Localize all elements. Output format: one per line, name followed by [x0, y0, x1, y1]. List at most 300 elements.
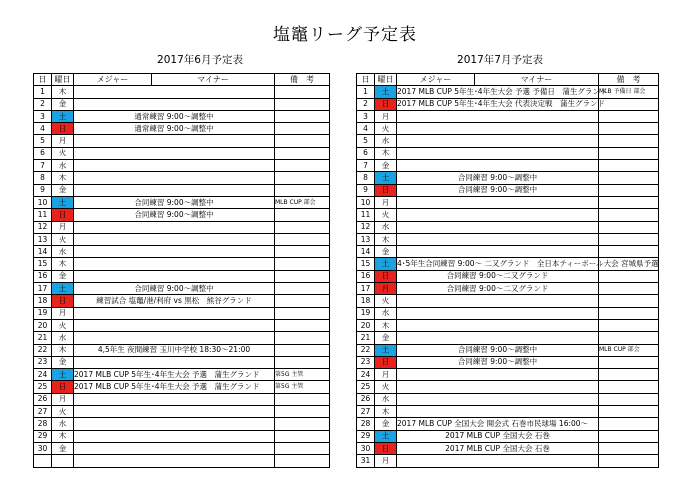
note-cell: [275, 209, 330, 221]
table-row: [357, 270, 659, 282]
table-row: [357, 160, 659, 172]
header-weekday: 曜日: [52, 74, 74, 86]
table-row: [357, 356, 659, 368]
note-cell: [599, 418, 659, 430]
table-row: [34, 147, 330, 159]
event-cell: [74, 455, 275, 467]
july-schedule-table: [356, 73, 659, 468]
event-cell: 合同練習 9:00～調整中: [397, 184, 599, 196]
note-cell: [275, 184, 330, 196]
event-cell: [74, 418, 275, 430]
weekday-cell: 火: [375, 209, 397, 221]
table-row: [34, 160, 330, 172]
weekday-cell: 土: [52, 369, 74, 381]
weekday-cell: 火: [52, 147, 74, 159]
weekday-cell: 土: [52, 283, 74, 295]
table-row: [357, 381, 659, 393]
day-cell: 1: [357, 86, 375, 98]
note-cell: [275, 332, 330, 344]
day-cell: 12: [357, 221, 375, 233]
weekday-cell: 金: [375, 246, 397, 258]
table-row: [357, 246, 659, 258]
event-cell: [74, 442, 275, 454]
table-row: [34, 233, 330, 245]
day-cell: 21: [34, 332, 52, 344]
note-cell: [599, 283, 659, 295]
note-cell: [275, 221, 330, 233]
note-cell: [599, 135, 659, 147]
event-cell: [74, 86, 275, 98]
note-cell: [275, 283, 330, 295]
table-row: [34, 184, 330, 196]
event-cell: 合同練習 9:00～調整中: [74, 209, 275, 221]
weekday-cell: 日: [52, 381, 74, 393]
weekday-cell: 木: [375, 406, 397, 418]
day-cell: 27: [357, 406, 375, 418]
weekday-cell: 火: [375, 381, 397, 393]
table-row: [357, 110, 659, 122]
day-cell: [34, 455, 52, 467]
table-header-row: [34, 74, 330, 86]
day-cell: 17: [34, 283, 52, 295]
event-cell: 2017 MLB CUP 5年生･4年生大会 予選 蒲生グランド: [74, 381, 275, 393]
table-row: [357, 406, 659, 418]
weekday-cell: 水: [375, 393, 397, 405]
event-cell: [74, 135, 275, 147]
weekday-cell: 金: [375, 418, 397, 430]
note-cell: MLB CUP 部会: [599, 344, 659, 356]
note-cell: MLB CUP 部会: [275, 196, 330, 208]
weekday-cell: 日: [375, 98, 397, 110]
weekday-cell: 日: [52, 123, 74, 135]
weekday-cell: 木: [52, 86, 74, 98]
weekday-cell: 木: [52, 344, 74, 356]
header-minor: マイナー: [475, 74, 599, 86]
table-row: [34, 246, 330, 258]
weekday-cell: 木: [52, 172, 74, 184]
note-cell: [599, 393, 659, 405]
note-cell: [275, 98, 330, 110]
table-row: [357, 369, 659, 381]
event-cell: 通常練習 9:00～調整中: [74, 123, 275, 135]
weekday-cell: 水: [52, 160, 74, 172]
day-cell: 2: [34, 98, 52, 110]
table-row: [357, 418, 659, 430]
day-cell: 6: [34, 147, 52, 159]
day-cell: 18: [34, 295, 52, 307]
note-cell: [599, 160, 659, 172]
note-cell: [275, 393, 330, 405]
day-cell: 19: [34, 307, 52, 319]
weekday-cell: 金: [52, 98, 74, 110]
event-cell: 2017 MLB CUP 全国大会 石巻: [397, 430, 599, 442]
note-cell: [599, 110, 659, 122]
note-cell: [275, 356, 330, 368]
day-cell: 22: [357, 344, 375, 356]
weekday-cell: 月: [375, 196, 397, 208]
day-cell: 3: [34, 110, 52, 122]
note-cell: [275, 430, 330, 442]
day-cell: 18: [357, 295, 375, 307]
note-cell: [599, 381, 659, 393]
table-row: [34, 209, 330, 221]
event-cell: [74, 233, 275, 245]
day-cell: 26: [34, 393, 52, 405]
weekday-cell: 日: [52, 209, 74, 221]
day-cell: 19: [357, 307, 375, 319]
weekday-cell: 金: [375, 332, 397, 344]
weekday-cell: 月: [375, 110, 397, 122]
day-cell: 11: [34, 209, 52, 221]
event-cell: [74, 393, 275, 405]
day-cell: 28: [357, 418, 375, 430]
table-row: [34, 295, 330, 307]
table-row: [34, 356, 330, 368]
weekday-cell: 日: [375, 356, 397, 368]
note-cell: [599, 233, 659, 245]
event-cell: [397, 307, 599, 319]
event-cell: [397, 221, 599, 233]
note-cell: [275, 172, 330, 184]
weekday-cell: 火: [52, 406, 74, 418]
day-cell: 13: [34, 233, 52, 245]
day-cell: 29: [357, 430, 375, 442]
table-row: [34, 430, 330, 442]
table-row: [357, 455, 659, 467]
page-title: 塩竈リーグ予定表: [273, 25, 417, 45]
table-row: [34, 221, 330, 233]
day-cell: 20: [357, 319, 375, 331]
table-row: [357, 86, 659, 98]
day-cell: 8: [357, 172, 375, 184]
table-row: [357, 221, 659, 233]
note-cell: [599, 369, 659, 381]
event-cell: 2017 MLB CUP 全国大会 石巻: [397, 442, 599, 454]
day-cell: 15: [357, 258, 375, 270]
table-row: [34, 319, 330, 331]
table-row: [357, 442, 659, 454]
event-cell: [74, 184, 275, 196]
note-cell: MLB 予備日 部会: [599, 86, 659, 98]
note-cell: [599, 196, 659, 208]
table-row: [34, 307, 330, 319]
table-row: [357, 233, 659, 245]
event-cell: [74, 307, 275, 319]
event-cell: [74, 98, 275, 110]
header-major: メジャー: [397, 74, 475, 86]
event-cell: 合同練習 9:00～調整中: [397, 172, 599, 184]
weekday-cell: 金: [375, 160, 397, 172]
table-row: [34, 393, 330, 405]
event-cell: [74, 332, 275, 344]
weekday-cell: 月: [375, 455, 397, 467]
day-cell: 16: [34, 270, 52, 282]
event-cell: 練習試合 塩竈/港/利府 vs 黒松 熊谷グランド: [74, 295, 275, 307]
weekday-cell: 木: [52, 430, 74, 442]
event-cell: 4･5年生合同練習 9:00～ 二又グランド 全日本ティーボール大会 宮城県予選: [397, 258, 599, 270]
event-cell: 2017 MLB CUP 5年生･4年生大会 予選 予備日 蒲生グランド: [397, 86, 599, 98]
header-major: メジャー: [74, 74, 152, 86]
note-cell: [275, 270, 330, 282]
table-row: [34, 344, 330, 356]
weekday-cell: 月: [375, 369, 397, 381]
note-cell: [599, 147, 659, 159]
weekday-cell: 木: [375, 233, 397, 245]
event-cell: [397, 196, 599, 208]
weekday-cell: 水: [375, 135, 397, 147]
table-row: [34, 381, 330, 393]
weekday-cell: 土: [52, 196, 74, 208]
event-cell: [74, 270, 275, 282]
event-cell: 通常練習 9:00～調整中: [74, 110, 275, 122]
day-cell: 28: [34, 418, 52, 430]
weekday-cell: 木: [375, 319, 397, 331]
june-schedule-table: [33, 73, 330, 468]
day-cell: 15: [34, 258, 52, 270]
note-cell: [275, 233, 330, 245]
event-cell: [74, 430, 275, 442]
table-row: [357, 184, 659, 196]
weekday-cell: 土: [375, 344, 397, 356]
table-row: [34, 196, 330, 208]
event-cell: [397, 209, 599, 221]
day-cell: 14: [34, 246, 52, 258]
note-cell: [275, 86, 330, 98]
table-row: [357, 332, 659, 344]
weekday-cell: 土: [375, 430, 397, 442]
note-cell: [275, 307, 330, 319]
header-day: 日: [357, 74, 375, 86]
note-cell: [599, 184, 659, 196]
table-row: [34, 283, 330, 295]
day-cell: 11: [357, 209, 375, 221]
day-cell: 29: [34, 430, 52, 442]
event-cell: [74, 246, 275, 258]
event-cell: [74, 356, 275, 368]
note-cell: [275, 258, 330, 270]
day-cell: 1: [34, 86, 52, 98]
weekday-cell: 日: [52, 295, 74, 307]
note-cell: 第5G 主管: [275, 381, 330, 393]
weekday-cell: 土: [52, 110, 74, 122]
weekday-cell: 日: [375, 184, 397, 196]
event-cell: 合同練習 9:00～調整中: [74, 196, 275, 208]
event-cell: [74, 172, 275, 184]
event-cell: [397, 135, 599, 147]
day-cell: 16: [357, 270, 375, 282]
event-cell: [397, 246, 599, 258]
day-cell: 10: [357, 196, 375, 208]
note-cell: [599, 270, 659, 282]
note-cell: [275, 160, 330, 172]
table-row: [357, 295, 659, 307]
weekday-cell: 日: [375, 270, 397, 282]
event-cell: [397, 110, 599, 122]
day-cell: 7: [357, 160, 375, 172]
event-cell: [74, 258, 275, 270]
table-row: [357, 196, 659, 208]
weekday-cell: 月: [52, 393, 74, 405]
day-cell: 25: [357, 381, 375, 393]
note-cell: [599, 332, 659, 344]
day-cell: 30: [357, 442, 375, 454]
note-cell: [275, 123, 330, 135]
june-heading: 2017年6月予定表: [157, 54, 243, 66]
weekday-cell: 日: [375, 442, 397, 454]
day-cell: 24: [34, 369, 52, 381]
table-row: [34, 455, 330, 467]
event-cell: [397, 455, 599, 467]
note-cell: 第5G 主管: [275, 369, 330, 381]
day-cell: 3: [357, 110, 375, 122]
day-cell: 13: [357, 233, 375, 245]
weekday-cell: 月: [52, 221, 74, 233]
weekday-cell: 水: [52, 332, 74, 344]
table-row: [357, 430, 659, 442]
header-notes: 備 考: [599, 74, 659, 86]
note-cell: [275, 147, 330, 159]
table-row: [34, 98, 330, 110]
day-cell: 9: [357, 184, 375, 196]
table-row: [357, 172, 659, 184]
table-row: [34, 135, 330, 147]
table-row: [34, 270, 330, 282]
weekday-cell: 水: [52, 418, 74, 430]
weekday-cell: 月: [375, 283, 397, 295]
day-cell: 25: [34, 381, 52, 393]
event-cell: [74, 160, 275, 172]
note-cell: [599, 455, 659, 467]
weekday-cell: 金: [52, 356, 74, 368]
table-row: [357, 344, 659, 356]
weekday-cell: 木: [375, 147, 397, 159]
table-row: [34, 332, 330, 344]
weekday-cell: 水: [52, 246, 74, 258]
weekday-cell: 木: [52, 258, 74, 270]
event-cell: [397, 332, 599, 344]
day-cell: 14: [357, 246, 375, 258]
day-cell: 24: [357, 369, 375, 381]
table-row: [34, 123, 330, 135]
day-cell: 5: [357, 135, 375, 147]
day-cell: 12: [34, 221, 52, 233]
weekday-cell: 土: [375, 86, 397, 98]
table-row: [357, 123, 659, 135]
event-cell: [74, 406, 275, 418]
table-row: [357, 319, 659, 331]
table-row: [34, 86, 330, 98]
day-cell: 7: [34, 160, 52, 172]
day-cell: 31: [357, 455, 375, 467]
day-cell: 30: [34, 442, 52, 454]
event-cell: [397, 406, 599, 418]
note-cell: [599, 307, 659, 319]
weekday-cell: 火: [375, 123, 397, 135]
weekday-cell: 水: [375, 307, 397, 319]
july-heading: 2017年7月予定表: [457, 54, 543, 66]
day-cell: 23: [34, 356, 52, 368]
event-cell: [397, 123, 599, 135]
day-cell: 9: [34, 184, 52, 196]
day-cell: 2: [357, 98, 375, 110]
weekday-cell: 水: [375, 221, 397, 233]
event-cell: 合同練習 9:00～二又グランド: [397, 283, 599, 295]
header-day: 日: [34, 74, 52, 86]
note-cell: [275, 295, 330, 307]
event-cell: [397, 393, 599, 405]
day-cell: 21: [357, 332, 375, 344]
event-cell: [397, 319, 599, 331]
note-cell: [275, 319, 330, 331]
note-cell: [599, 221, 659, 233]
event-cell: 2017 MLB CUP 全国大会 開会式 石巻市民球場 16:00～: [397, 418, 599, 430]
weekday-cell: 金: [52, 184, 74, 196]
event-cell: [74, 319, 275, 331]
event-cell: 合同練習 9:00～調整中: [397, 356, 599, 368]
weekday-cell: 月: [52, 135, 74, 147]
event-cell: [74, 221, 275, 233]
event-cell: 合同練習 9:00～調整中: [74, 283, 275, 295]
note-cell: [599, 319, 659, 331]
event-cell: [397, 160, 599, 172]
day-cell: 4: [357, 123, 375, 135]
note-cell: [275, 246, 330, 258]
note-cell: [599, 246, 659, 258]
day-cell: 27: [34, 406, 52, 418]
table-row: [357, 307, 659, 319]
day-cell: 8: [34, 172, 52, 184]
table-row: [357, 393, 659, 405]
note-cell: [599, 356, 659, 368]
weekday-cell: 金: [52, 442, 74, 454]
table-row: [34, 442, 330, 454]
day-cell: 4: [34, 123, 52, 135]
note-cell: [275, 406, 330, 418]
table-row: [34, 258, 330, 270]
event-cell: [397, 233, 599, 245]
note-cell: [275, 442, 330, 454]
note-cell: [275, 455, 330, 467]
table-header-row: [357, 74, 659, 86]
table-row: [357, 209, 659, 221]
event-cell: [74, 147, 275, 159]
weekday-cell: 月: [52, 307, 74, 319]
note-cell: [599, 295, 659, 307]
note-cell: [275, 135, 330, 147]
table-row: [357, 283, 659, 295]
event-cell: 合同練習 9:00～調整中: [397, 344, 599, 356]
day-cell: 20: [34, 319, 52, 331]
note-cell: [275, 418, 330, 430]
weekday-cell: [52, 455, 74, 467]
note-cell: [599, 123, 659, 135]
event-cell: [397, 295, 599, 307]
table-row: [34, 172, 330, 184]
day-cell: 22: [34, 344, 52, 356]
weekday-cell: 金: [52, 270, 74, 282]
header-minor: マイナー: [152, 74, 275, 86]
header-notes: 備 考: [275, 74, 330, 86]
table-row: [357, 258, 659, 270]
table-row: [357, 135, 659, 147]
note-cell: [599, 430, 659, 442]
weekday-cell: 火: [52, 233, 74, 245]
event-cell: [397, 147, 599, 159]
day-cell: 26: [357, 393, 375, 405]
event-cell: 2017 MLB CUP 5年生･4年生大会 予選 蒲生グランド: [74, 369, 275, 381]
weekday-cell: 土: [375, 258, 397, 270]
header-weekday: 曜日: [375, 74, 397, 86]
